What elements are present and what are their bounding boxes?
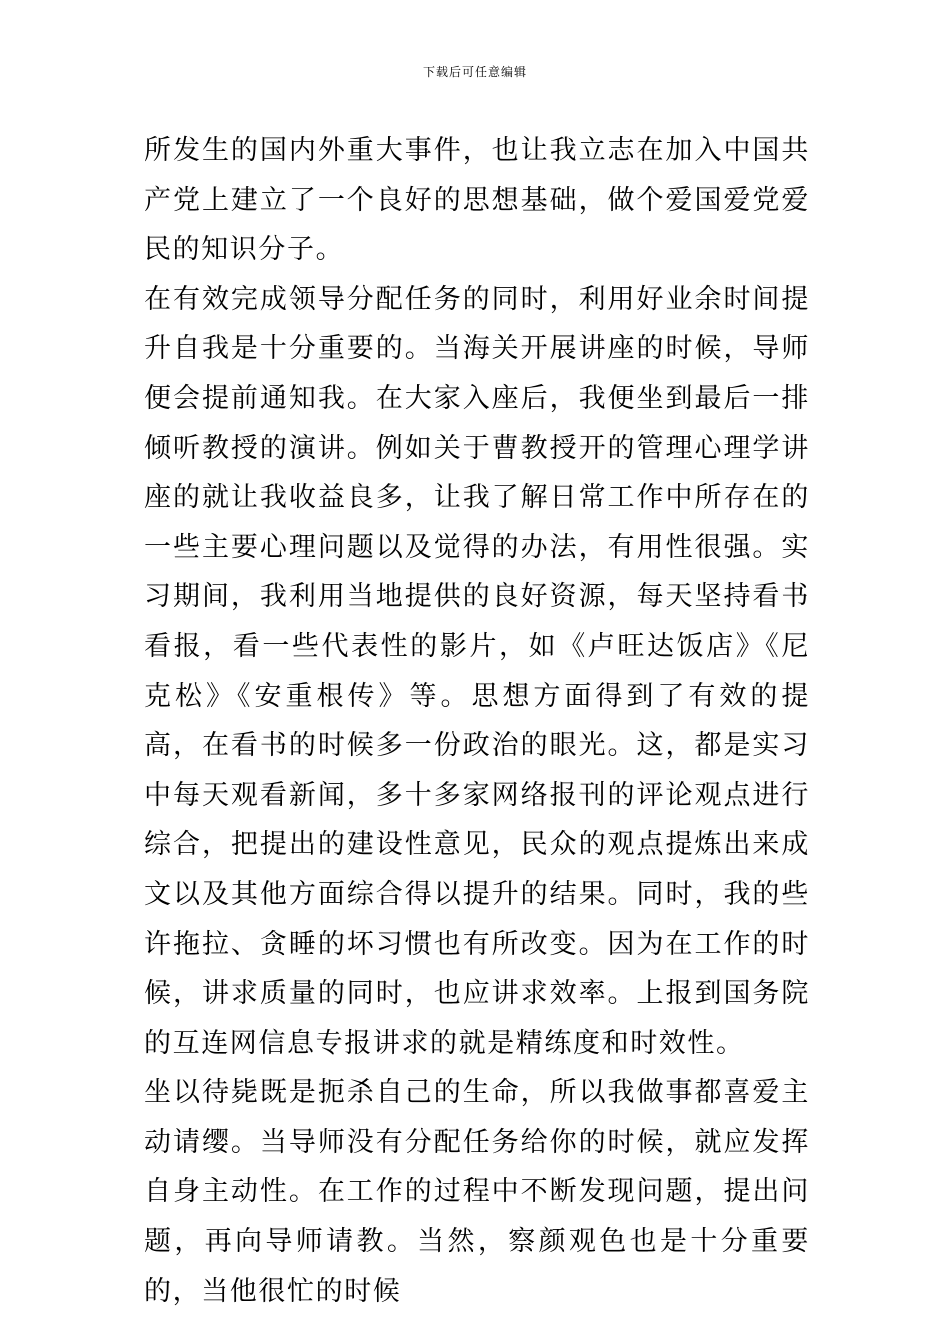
paragraph-3: 坐以待毙既是扼杀自己的生命，所以我做事都喜爱主动请缨。当导师没有分配任务给你的时候，就应发挥自身主动性。在工作的过程中不断发现问题，提出问题，再向导师请教。当然，察颜观色也是十分重要的，当他很忙的时候 xyxy=(144,1077,810,1307)
paragraph-2: 在有效完成领导分配任务的同时，利用好业余时间提升自我是十分重要的。当海关开展讲座的时候，导师便会提前通知我。在大家入座后，我便坐到最后一排倾听教授的演讲。例如关于曹教授开的管理心理学讲座的就让我收益良多，让我了解日常工作中所存在的一些主要心理问题以及觉得的办法，有用性很强。实习期间，我利用当地提供的良好资源，每天坚持看书看报，看一些代表性的影片，如《卢旺达饭店》《尼克松》《安重根传》等。思想方面得到了有效的提高，在看书的时候多一份政治的眼光。这，都是实习中每天观看新闻，多十多家网络报刊的评论观点进行综合，把提出的建设性意见，民众的观点提炼出来成文以及其他方面综合得以提升的结果。同时，我的些许拖拉、贪睡的坏习惯也有所改变。因为在工作的时候，讲求质量的同时，也应讲求效率。上报到国务院的互连网信息专报讲求的就是精练度和时效性。 xyxy=(144,283,810,1059)
document-body xyxy=(144,126,810,1316)
page-header: 下载后可任意编辑 xyxy=(422,65,527,79)
paragraph-1: 所发生的国内外重大事件，也让我立志在加入中国共产党上建立了一个良好的思想基础，做个爱国爱党爱民的知识分子。 xyxy=(144,135,810,266)
